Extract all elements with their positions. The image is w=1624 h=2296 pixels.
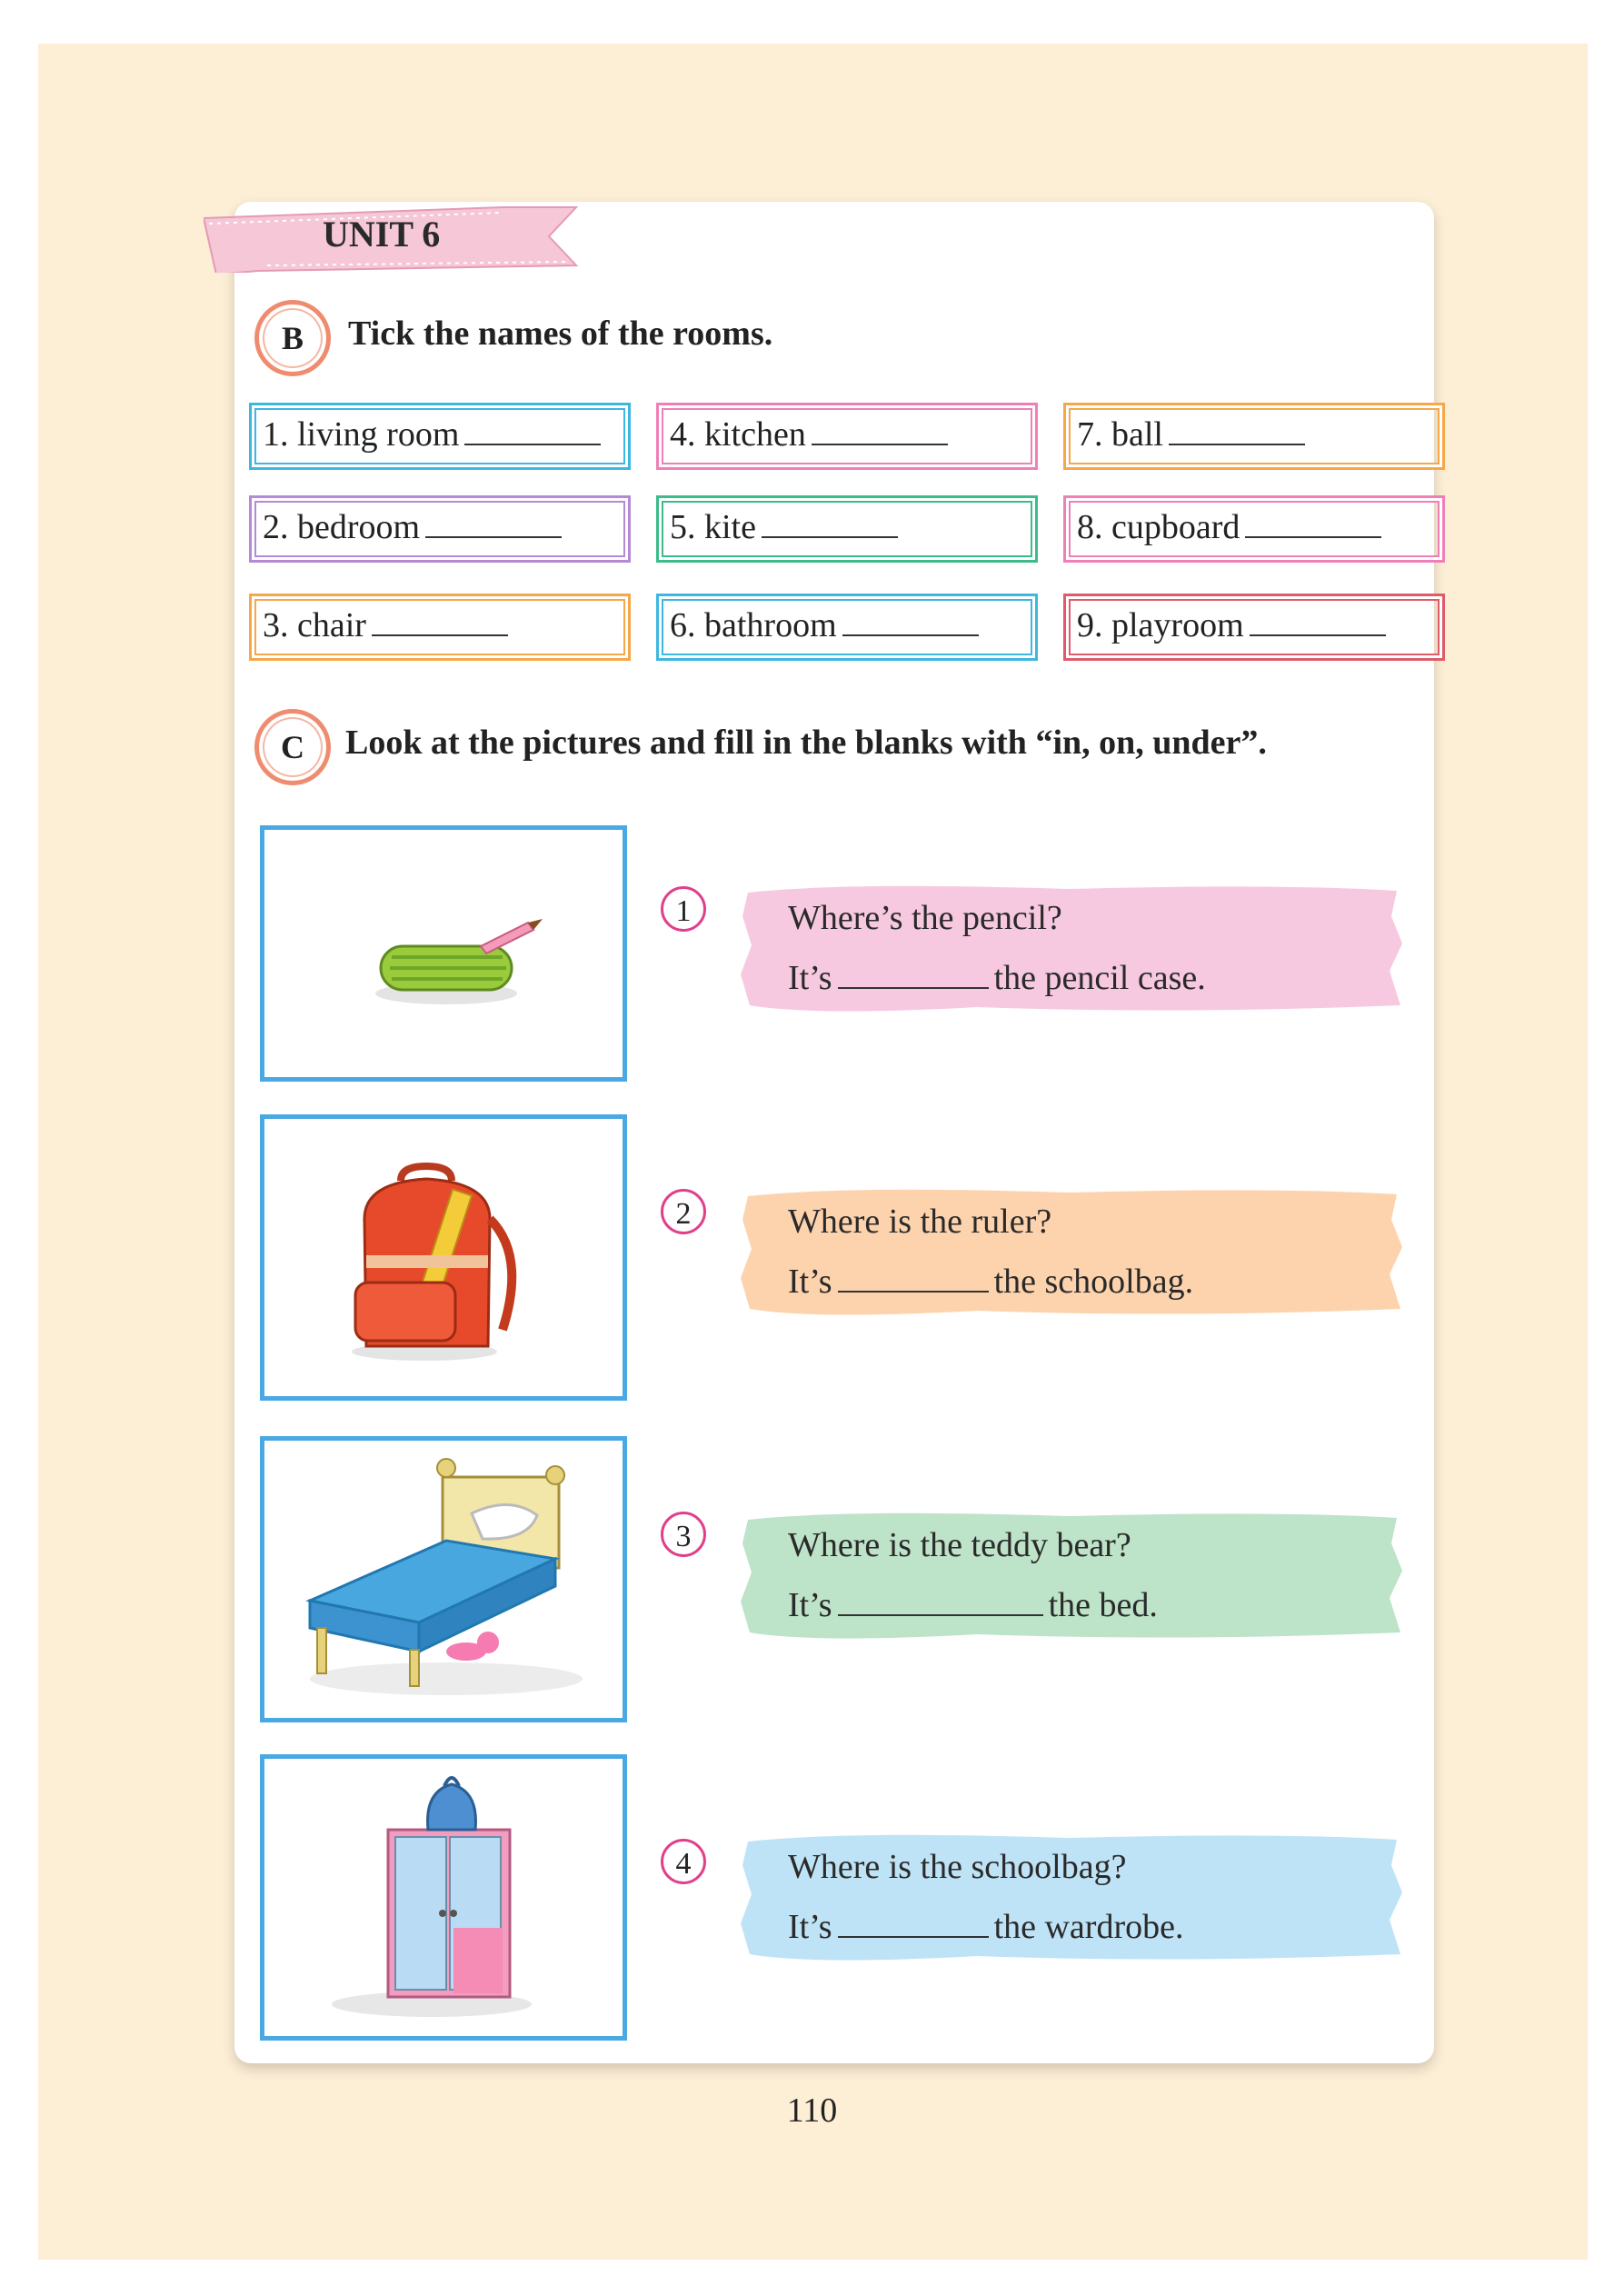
section-b-title: Tick the names of the rooms. bbox=[348, 314, 773, 353]
unit-title: UNIT 6 bbox=[323, 214, 441, 255]
schoolbag-icon bbox=[264, 1119, 623, 1396]
room-word-label: 7. ball bbox=[1077, 415, 1163, 454]
room-word-label: 6. bathroom bbox=[670, 606, 837, 644]
section-c-title: Look at the pictures and fill in the blanks with “in, on, under”. bbox=[345, 724, 1267, 762]
answer-blank[interactable] bbox=[838, 1587, 1043, 1616]
question-number: 2 bbox=[661, 1189, 706, 1234]
picture-wardrobe bbox=[260, 1754, 627, 2041]
tick-blank[interactable] bbox=[425, 509, 562, 538]
bed-icon bbox=[264, 1441, 623, 1718]
room-word-box[interactable] bbox=[249, 403, 631, 470]
answer-blank[interactable] bbox=[838, 960, 989, 989]
room-word-label: 2. bedroom bbox=[263, 508, 421, 546]
answer-start: It’s bbox=[788, 1908, 832, 1946]
question-number: 4 bbox=[661, 1839, 706, 1884]
question-number: 1 bbox=[661, 886, 706, 932]
tick-blank[interactable] bbox=[1169, 416, 1305, 445]
question-text: Where is the schoolbag? bbox=[788, 1848, 1127, 1886]
answer-line bbox=[788, 958, 1206, 998]
room-word-label: 3. chair bbox=[263, 606, 366, 644]
room-word-box[interactable] bbox=[656, 495, 1038, 563]
answer-end: the wardrobe. bbox=[993, 1908, 1184, 1946]
room-word-box[interactable] bbox=[656, 403, 1038, 470]
room-word-box[interactable] bbox=[249, 495, 631, 563]
section-b-badge: B bbox=[254, 300, 331, 376]
room-word-label: 1. living room bbox=[263, 415, 460, 454]
question-strip bbox=[741, 1829, 1404, 1965]
picture-schoolbag bbox=[260, 1114, 627, 1401]
tick-blank[interactable] bbox=[812, 416, 948, 445]
room-word-box[interactable] bbox=[1063, 495, 1445, 563]
question-strip bbox=[741, 1183, 1404, 1320]
answer-end: the pencil case. bbox=[993, 959, 1206, 997]
question-text: Where is the ruler? bbox=[788, 1203, 1052, 1241]
room-word-label: 8. cupboard bbox=[1077, 508, 1240, 546]
tick-blank[interactable] bbox=[762, 509, 898, 538]
tick-blank[interactable] bbox=[372, 607, 508, 636]
room-word-box[interactable] bbox=[656, 594, 1038, 661]
answer-end: the schoolbag. bbox=[993, 1263, 1194, 1301]
tick-blank[interactable] bbox=[1250, 607, 1386, 636]
picture-pencil-case bbox=[260, 825, 627, 1082]
answer-start: It’s bbox=[788, 1586, 832, 1624]
answer-start: It’s bbox=[788, 1263, 832, 1301]
answer-end: the bed. bbox=[1048, 1586, 1158, 1624]
section-c-badge: C bbox=[254, 709, 331, 785]
room-word-box[interactable] bbox=[1063, 403, 1445, 470]
answer-start: It’s bbox=[788, 959, 832, 997]
question-strip bbox=[741, 1507, 1404, 1643]
answer-blank[interactable] bbox=[838, 1909, 989, 1938]
room-word-box[interactable] bbox=[249, 594, 631, 661]
question-text: Where’s the pencil? bbox=[788, 899, 1062, 937]
tick-blank[interactable] bbox=[1245, 509, 1381, 538]
question-number: 3 bbox=[661, 1512, 706, 1557]
page-number: 110 bbox=[786, 2091, 838, 2130]
tick-blank[interactable] bbox=[842, 607, 979, 636]
answer-line bbox=[788, 1585, 1158, 1625]
wardrobe-icon bbox=[264, 1759, 623, 2036]
room-word-label: 4. kitchen bbox=[670, 415, 806, 454]
room-word-box[interactable] bbox=[1063, 594, 1445, 661]
room-word-label: 5. kite bbox=[670, 508, 756, 546]
tick-blank[interactable] bbox=[464, 416, 601, 445]
answer-line bbox=[788, 1907, 1183, 1947]
answer-blank[interactable] bbox=[838, 1263, 989, 1293]
pencil-case-icon bbox=[264, 830, 623, 1077]
question-text: Where is the teddy bear? bbox=[788, 1526, 1131, 1564]
room-word-label: 9. playroom bbox=[1077, 606, 1244, 644]
picture-bed bbox=[260, 1436, 627, 1722]
question-strip bbox=[741, 880, 1404, 1016]
answer-line bbox=[788, 1262, 1193, 1302]
